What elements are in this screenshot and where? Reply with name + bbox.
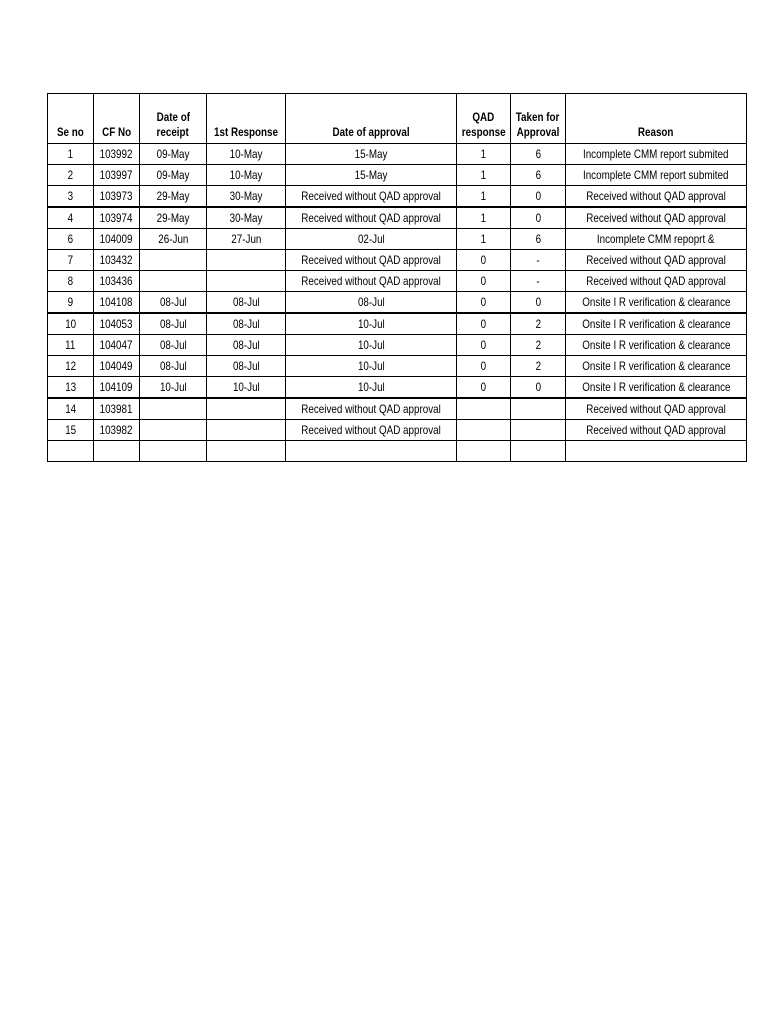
first-response-cell: 10-Jul: [207, 377, 286, 399]
first-response-cell: 10-May: [207, 165, 286, 186]
qad-response-cell: 0: [457, 356, 511, 377]
date-of-approval-cell: 10-Jul: [286, 356, 457, 377]
first-response-cell: 08-Jul: [207, 313, 286, 335]
se-no-cell: 7: [48, 250, 94, 271]
reason-cell: Received without QAD approval: [565, 250, 747, 271]
first-response-cell: [207, 398, 286, 420]
taken-for-approval-cell: 0: [511, 292, 565, 314]
cf-no-cell: 104109: [94, 377, 140, 399]
qad-response-cell: 1: [457, 229, 511, 250]
first-response-cell: [207, 271, 286, 292]
cf-no-cell: 103973: [94, 186, 140, 208]
table-row: [48, 420, 747, 441]
table-row: [48, 144, 747, 165]
first-response-cell: 10-May: [207, 144, 286, 165]
date-of-approval-cell: 10-Jul: [286, 335, 457, 356]
table-row: [48, 335, 747, 356]
date-of-receipt-cell: [140, 441, 207, 462]
se-no-cell: [48, 441, 94, 462]
table-row: [48, 186, 747, 208]
qad-response-cell: 0: [457, 335, 511, 356]
date-of-receipt-cell: [140, 398, 207, 420]
date-of-receipt-cell: 08-Jul: [140, 335, 207, 356]
se-no-cell: 1: [48, 144, 94, 165]
header-date-of-receipt: Date of receipt: [140, 94, 207, 144]
taken-for-approval-cell: 6: [511, 144, 565, 165]
date-of-receipt-cell: 09-May: [140, 165, 207, 186]
date-of-approval-cell: [286, 441, 457, 462]
se-no-cell: 14: [48, 398, 94, 420]
qad-response-cell: 0: [457, 250, 511, 271]
date-of-receipt-cell: 29-May: [140, 186, 207, 208]
table-row: [48, 398, 747, 420]
table-row: [48, 441, 747, 462]
date-of-receipt-cell: 29-May: [140, 207, 207, 229]
reason-cell: Onsite I R verification & clearance: [565, 335, 747, 356]
first-response-cell: 08-Jul: [207, 335, 286, 356]
table-row: [48, 356, 747, 377]
taken-for-approval-cell: 0: [511, 186, 565, 208]
first-response-cell: [207, 441, 286, 462]
cf-no-cell: 103981: [94, 398, 140, 420]
qad-response-cell: 1: [457, 144, 511, 165]
table-row: [48, 229, 747, 250]
taken-for-approval-cell: 2: [511, 356, 565, 377]
reason-cell: Onsite I R verification & clearance: [565, 292, 747, 314]
reason-cell: Onsite I R verification & clearance: [565, 356, 747, 377]
cf-no-cell: 104108: [94, 292, 140, 314]
first-response-cell: [207, 250, 286, 271]
first-response-cell: 30-May: [207, 207, 286, 229]
first-response-cell: 27-Jun: [207, 229, 286, 250]
date-of-approval-cell: Received without QAD approval: [286, 271, 457, 292]
date-of-approval-cell: 10-Jul: [286, 377, 457, 399]
first-response-cell: 30-May: [207, 186, 286, 208]
cf-no-cell: 103974: [94, 207, 140, 229]
table-row: [48, 165, 747, 186]
reason-cell: Incomplete CMM report submited: [565, 165, 747, 186]
reason-cell: Received without QAD approval: [565, 207, 747, 229]
date-of-approval-cell: Received without QAD approval: [286, 207, 457, 229]
taken-for-approval-cell: -: [511, 250, 565, 271]
reason-cell: Onsite I R verification & clearance: [565, 377, 747, 399]
se-no-cell: 9: [48, 292, 94, 314]
se-no-cell: 2: [48, 165, 94, 186]
cf-no-cell: [94, 441, 140, 462]
taken-for-approval-cell: 6: [511, 229, 565, 250]
qad-response-cell: 1: [457, 186, 511, 208]
qad-response-cell: [457, 420, 511, 441]
qad-response-cell: 0: [457, 377, 511, 399]
table-row: [48, 292, 747, 314]
qad-response-cell: 0: [457, 271, 511, 292]
cf-no-cell: 103992: [94, 144, 140, 165]
table-row: [48, 250, 747, 271]
header-cf-no: CF No: [94, 94, 140, 144]
cf-no-cell: 104009: [94, 229, 140, 250]
date-of-receipt-cell: [140, 250, 207, 271]
table-row: [48, 313, 747, 335]
date-of-approval-cell: 02-Jul: [286, 229, 457, 250]
taken-for-approval-cell: 0: [511, 377, 565, 399]
date-of-approval-cell: 15-May: [286, 165, 457, 186]
reason-cell: Incomplete CMM repoprt &: [565, 229, 747, 250]
date-of-receipt-cell: 10-Jul: [140, 377, 207, 399]
cf-no-cell: 103432: [94, 250, 140, 271]
reason-cell: Received without QAD approval: [565, 420, 747, 441]
header-reason: Reason: [565, 94, 747, 144]
cf-no-cell: 104047: [94, 335, 140, 356]
first-response-cell: 08-Jul: [207, 292, 286, 314]
cf-no-cell: 104049: [94, 356, 140, 377]
taken-for-approval-cell: [511, 420, 565, 441]
taken-for-approval-cell: 0: [511, 207, 565, 229]
reason-cell: Received without QAD approval: [565, 398, 747, 420]
date-of-approval-cell: 10-Jul: [286, 313, 457, 335]
header-row: [48, 94, 747, 144]
date-of-approval-cell: Received without QAD approval: [286, 250, 457, 271]
first-response-cell: [207, 420, 286, 441]
reason-cell: Received without QAD approval: [565, 186, 747, 208]
header-taken-for-approval: Taken for Approval: [511, 94, 565, 144]
date-of-receipt-cell: 09-May: [140, 144, 207, 165]
cf-no-cell: 103997: [94, 165, 140, 186]
date-of-approval-cell: Received without QAD approval: [286, 420, 457, 441]
taken-for-approval-cell: [511, 398, 565, 420]
table-row: [48, 207, 747, 229]
se-no-cell: 6: [48, 229, 94, 250]
date-of-receipt-cell: [140, 420, 207, 441]
table-row: [48, 271, 747, 292]
reason-cell: Onsite I R verification & clearance: [565, 313, 747, 335]
se-no-cell: 13: [48, 377, 94, 399]
header-qad-response: QAD response: [457, 94, 511, 144]
header-se-no: Se no: [48, 94, 94, 144]
date-of-receipt-cell: 08-Jul: [140, 292, 207, 314]
se-no-cell: 12: [48, 356, 94, 377]
qad-response-cell: [457, 441, 511, 462]
taken-for-approval-cell: 2: [511, 313, 565, 335]
date-of-receipt-cell: 08-Jul: [140, 313, 207, 335]
cf-no-cell: 104053: [94, 313, 140, 335]
table-row: [48, 377, 747, 399]
qad-response-cell: 0: [457, 313, 511, 335]
se-no-cell: 15: [48, 420, 94, 441]
taken-for-approval-cell: 2: [511, 335, 565, 356]
date-of-approval-cell: 15-May: [286, 144, 457, 165]
date-of-approval-cell: 08-Jul: [286, 292, 457, 314]
header-1st-response: 1st Response: [207, 94, 286, 144]
date-of-approval-cell: Received without QAD approval: [286, 398, 457, 420]
qad-response-cell: 1: [457, 165, 511, 186]
date-of-approval-cell: Received without QAD approval: [286, 186, 457, 208]
first-response-cell: 08-Jul: [207, 356, 286, 377]
se-no-cell: 3: [48, 186, 94, 208]
reason-cell: Incomplete CMM report submited: [565, 144, 747, 165]
taken-for-approval-cell: [511, 441, 565, 462]
cf-no-cell: 103982: [94, 420, 140, 441]
approval-table: [47, 93, 747, 462]
taken-for-approval-cell: -: [511, 271, 565, 292]
header-date-of-approval: Date of approval: [286, 94, 457, 144]
qad-response-cell: 0: [457, 292, 511, 314]
taken-for-approval-cell: 6: [511, 165, 565, 186]
qad-response-cell: 1: [457, 207, 511, 229]
reason-cell: [565, 441, 747, 462]
date-of-receipt-cell: [140, 271, 207, 292]
se-no-cell: 11: [48, 335, 94, 356]
se-no-cell: 8: [48, 271, 94, 292]
cf-no-cell: 103436: [94, 271, 140, 292]
date-of-receipt-cell: 26-Jun: [140, 229, 207, 250]
se-no-cell: 4: [48, 207, 94, 229]
date-of-receipt-cell: 08-Jul: [140, 356, 207, 377]
se-no-cell: 10: [48, 313, 94, 335]
reason-cell: Received without QAD approval: [565, 271, 747, 292]
qad-response-cell: [457, 398, 511, 420]
